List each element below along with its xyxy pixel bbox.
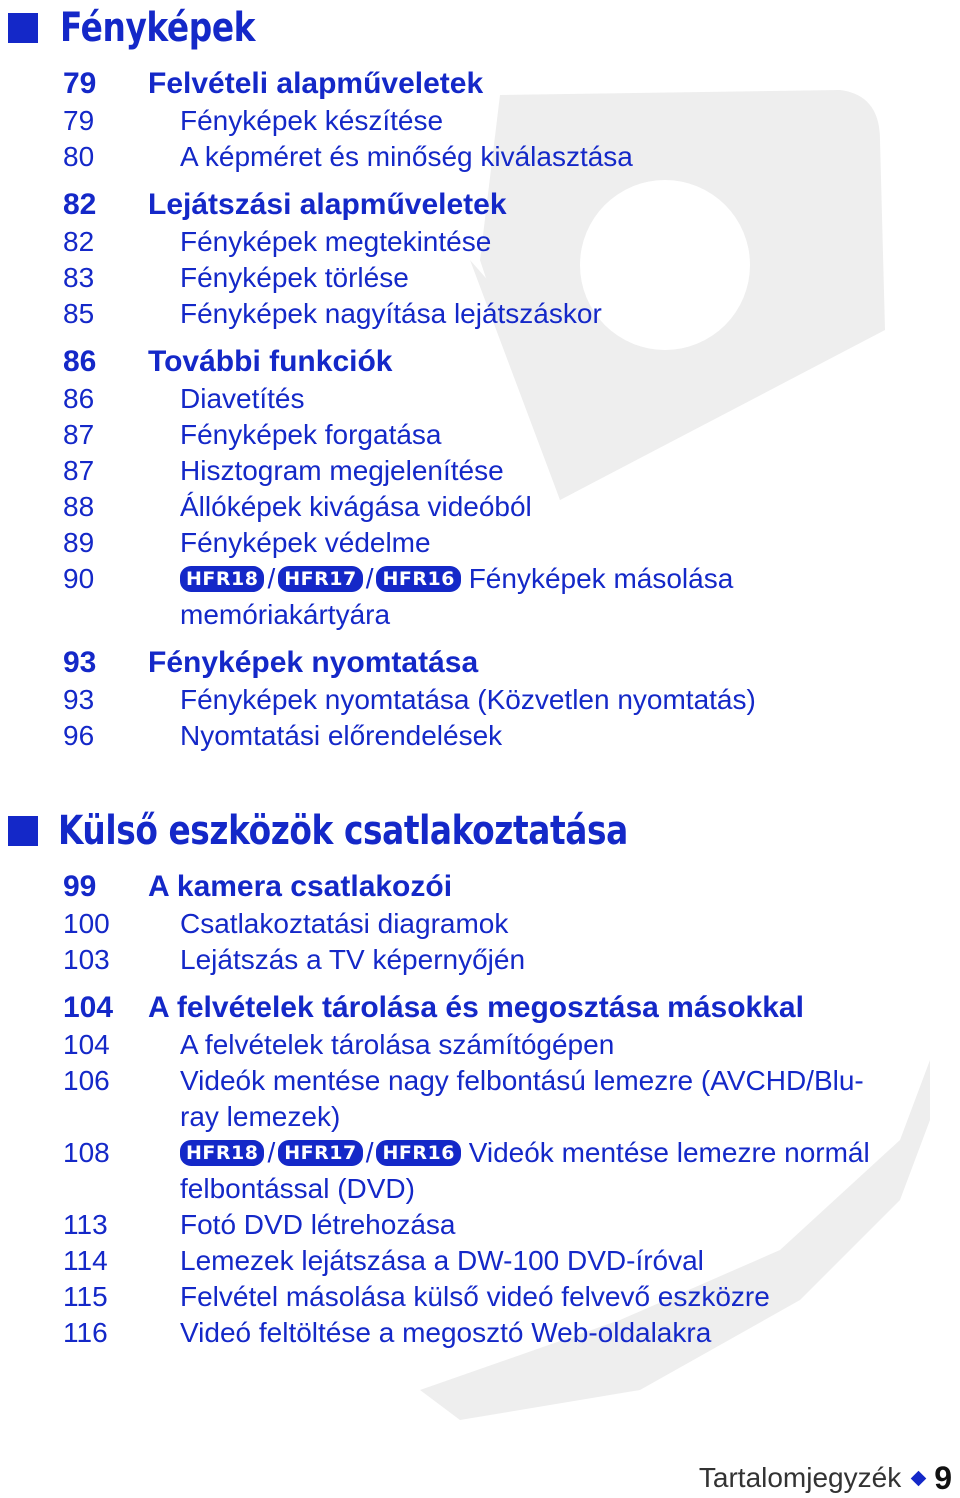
page-number: 104 — [63, 991, 114, 1024]
heading-text: Felvételi alapműveletek — [148, 67, 484, 100]
entry-text: Fényképek megtekintése — [180, 226, 492, 257]
page-number: 89 — [63, 527, 95, 558]
page-number: 114 — [63, 1245, 108, 1276]
heading-text: Fényképek nyomtatása — [148, 646, 479, 679]
entry-text: Nyomtatási előrendelések — [180, 720, 503, 751]
page-number: 85 — [63, 298, 95, 329]
page-footer — [699, 1458, 952, 1498]
footer-page-number: 9 — [934, 1459, 952, 1496]
entry-text: Fényképek védelme — [180, 527, 431, 558]
page-number: 82 — [63, 226, 95, 257]
page-number: 103 — [63, 944, 110, 975]
entry-text: Fényképek készítése — [180, 105, 444, 136]
page-number: 104 — [63, 1029, 110, 1060]
page-number: 90 — [63, 563, 95, 594]
entry-text-line1: Videók mentése nagy felbontású lemezre (AVCHD/Blu- — [180, 1065, 864, 1096]
entry-text: Videó feltöltése a megosztó Web-oldalakra — [180, 1317, 712, 1348]
entry-text: Fényképek nyomtatása (Közvetlen nyomtatás) — [180, 684, 756, 715]
page-number: 88 — [63, 491, 95, 522]
page-number: 113 — [63, 1209, 108, 1240]
page-number: 93 — [63, 646, 97, 679]
diamond-icon — [911, 1470, 927, 1486]
page-number: 86 — [63, 383, 95, 414]
entry-text: Lejátszás a TV képernyőjén — [180, 944, 526, 975]
entry-text-line2: ray lemezek) — [180, 1101, 341, 1132]
page-number: 100 — [63, 908, 110, 939]
section-header-photos — [8, 3, 298, 53]
section-header-external-devices — [8, 806, 753, 856]
hfr16-model-icon: HFR16 — [376, 1140, 460, 1166]
page-number: 115 — [63, 1281, 108, 1312]
hfr16-model-icon: HFR16 — [376, 566, 460, 592]
hfr17-model-icon: HFR17 — [278, 566, 362, 592]
entry-text: Csatlakoztatási diagramok — [180, 908, 509, 939]
page-number: 96 — [63, 720, 95, 751]
badge-separator: / — [267, 1137, 276, 1168]
footer-label: Tartalomjegyzék — [698, 1462, 902, 1493]
heading-text: Lejátszási alapműveletek — [148, 188, 507, 221]
heading-text: A kamera csatlakozói — [148, 870, 453, 903]
page-number: 87 — [63, 455, 95, 486]
entry-text-line1: Fényképek másolása — [468, 563, 734, 594]
entry-text: A felvételek tárolása számítógépen — [180, 1029, 615, 1060]
page-number: 82 — [63, 188, 97, 221]
page-number: 108 — [63, 1137, 110, 1168]
hfr18-model-icon: HFR18 — [180, 566, 264, 592]
page-number: 106 — [63, 1065, 110, 1096]
section-title: Fényképek — [60, 5, 256, 51]
page-number: 79 — [63, 67, 97, 100]
entry-text: A képméret és minőség kiválasztása — [180, 141, 633, 172]
entry-text: Lemezek lejátszása a DW-100 DVD-íróval — [180, 1245, 704, 1276]
entry-text: Fényképek forgatása — [180, 419, 442, 450]
entry-text: Fotó DVD létrehozása — [180, 1209, 456, 1240]
entry-text-line2: felbontással (DVD) — [180, 1173, 415, 1204]
entry-text: Hisztogram megjelenítése — [180, 455, 504, 486]
entry-text: Felvétel másolása külső videó felvevő eszközre — [180, 1281, 770, 1312]
page-number: 93 — [63, 684, 95, 715]
heading-text: További funkciók — [148, 345, 393, 378]
heading-text: A felvételek tárolása és megosztása másokkal — [148, 991, 804, 1024]
page-number: 116 — [63, 1317, 108, 1348]
entry-text: Fényképek törlése — [180, 262, 409, 293]
badge-separator: / — [267, 563, 276, 594]
badge-separator: / — [365, 563, 374, 594]
page-number: 79 — [63, 105, 95, 136]
page-number: 83 — [63, 262, 95, 293]
page-number: 80 — [63, 141, 95, 172]
hfr18-model-icon: HFR18 — [180, 1140, 264, 1166]
entry-text-line2: memóriakártyára — [180, 599, 391, 630]
badge-separator: / — [365, 1137, 374, 1168]
section-title: Külső eszközök csatlakoztatása — [58, 808, 628, 854]
page-number: 87 — [63, 419, 95, 450]
hfr17-model-icon: HFR17 — [278, 1140, 362, 1166]
entry-text: Diavetítés — [180, 383, 305, 414]
section-bullet-icon — [8, 13, 38, 43]
entry-text: Állóképek kivágása videóból — [180, 491, 532, 522]
page-number: 99 — [63, 870, 97, 903]
entry-text-line1: Videók mentése lemezre normál — [468, 1137, 870, 1168]
section-bullet-icon — [8, 816, 38, 846]
page-number: 86 — [63, 345, 97, 378]
entry-text — [180, 1135, 870, 1171]
entry-text — [180, 561, 733, 597]
entry-text: Fényképek nagyítása lejátszáskor — [180, 298, 602, 329]
